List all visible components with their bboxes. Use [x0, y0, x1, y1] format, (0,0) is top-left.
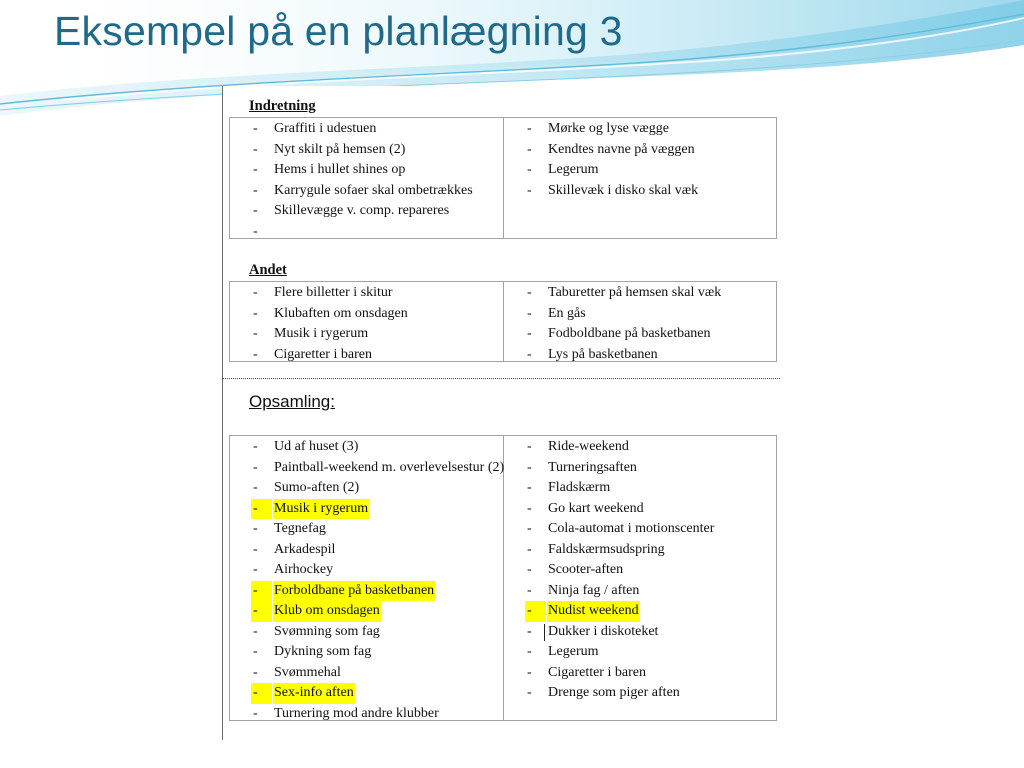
- list-item: - Scooter-aften: [527, 562, 624, 577]
- list-item: - Turneringsaften: [527, 459, 637, 475]
- list-item: - En gås: [527, 305, 586, 321]
- list-item: - Fladskærm: [527, 480, 611, 495]
- list-item: - Airhockey: [253, 562, 334, 577]
- list-item: - Musik i rygerum: [253, 326, 369, 341]
- list-item-highlighted: - Musik i rygerum: [230, 499, 503, 520]
- section-heading-andet: Andet: [249, 262, 287, 278]
- list-item-highlighted: - Sex-info aften: [230, 683, 503, 704]
- list-item: - Lys på basketbanen: [527, 346, 658, 362]
- section-heading-indretning: Indretning: [249, 98, 316, 114]
- list-item: - Mørke og lyse vægge: [527, 121, 669, 136]
- list-item: - Cigaretter i baren: [253, 346, 372, 362]
- list-item: - Arkadespil: [253, 541, 336, 557]
- table-indretning: [229, 117, 777, 239]
- list-item: - Svømning som fag: [253, 623, 380, 639]
- list-item: - Nyt skilt på hemsen (2): [253, 141, 406, 157]
- table-andet: [229, 281, 777, 362]
- list-item: - Cola-automat i motionscenter: [527, 521, 715, 536]
- table-opsamling: [229, 435, 777, 721]
- list-item: - Flere billetter i skitur: [253, 285, 393, 300]
- list-item: - Ud af huset (3): [253, 439, 359, 454]
- slide-title: Eksempel på en planlægning 3: [54, 8, 623, 54]
- list-item: - Faldskærmsudspring: [527, 541, 665, 557]
- table-column-right: [503, 436, 776, 720]
- section-heading-opsamling: Opsamling:: [249, 392, 335, 411]
- list-item: - Karrygule sofaer skal ombetrækkes: [253, 182, 473, 198]
- list-item: - Drenge som piger aften: [527, 685, 680, 700]
- list-item: - Sumo-aften (2): [253, 480, 360, 495]
- list-item: - Go kart weekend: [527, 500, 644, 516]
- list-item: - Dykning som fag: [253, 644, 372, 659]
- list-item: - Hems i hullet shines op: [253, 162, 406, 177]
- list-item-highlighted: - Nudist weekend: [504, 601, 776, 622]
- list-item: - Svømmehal: [253, 664, 341, 680]
- list-item: - Paintball-weekend m. overlevelsestur (2): [253, 459, 505, 475]
- table-column-left: [230, 436, 503, 720]
- list-item: - Ride-weekend: [527, 439, 629, 454]
- list-item: - Kendtes navne på væggen: [527, 141, 695, 157]
- list-item: - Cigaretter i baren: [527, 664, 646, 680]
- list-item: - Klubaften om onsdagen: [253, 305, 408, 321]
- list-item: - Turnering mod andre klubber: [253, 705, 439, 721]
- list-item-highlighted: - Klub om onsdagen: [230, 601, 503, 622]
- list-item: - Legerum: [527, 162, 599, 177]
- table-column-right: [503, 118, 776, 238]
- list-item: - Skillevægge v. comp. repareres: [253, 203, 450, 218]
- table-column-left: [230, 118, 503, 238]
- list-item: - Ninja fag / aften: [527, 582, 640, 598]
- page-break-divider: [222, 378, 780, 379]
- list-item: - Fodboldbane på basketbanen: [527, 326, 711, 341]
- list-item-highlighted: - Forboldbane på basketbanen: [230, 581, 503, 602]
- list-item-with-cursor: - Dukker i diskoteket: [527, 623, 659, 639]
- list-item: - Skillevæk i disko skal væk: [527, 182, 699, 198]
- list-item: - Legerum: [527, 644, 599, 659]
- list-item: - Taburetter på hemsen skal væk: [527, 285, 722, 300]
- list-item: - Tegnefag: [253, 521, 326, 536]
- document-left-border: [222, 86, 223, 740]
- text-cursor: [544, 624, 545, 641]
- list-item: - Graffiti i udestuen: [253, 121, 377, 136]
- table-column-right: [503, 282, 776, 361]
- table-column-left: [230, 282, 503, 361]
- document-snapshot: [222, 86, 780, 740]
- list-item: -: [253, 223, 258, 239]
